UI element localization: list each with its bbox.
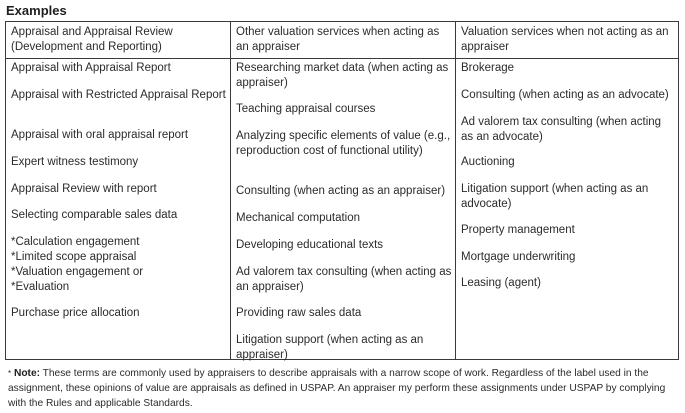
list-item: Providing raw sales data (236, 307, 362, 319)
column-valuation-not-acting (455, 22, 679, 359)
column-header: Other valuation services when acting as an appraiser (236, 26, 440, 53)
list-item: Appraisal with oral appraisal report (11, 129, 189, 141)
column-other-valuation-acting (230, 22, 456, 359)
footnote-label: Note: (13, 368, 40, 379)
footnote-marker: * (8, 369, 12, 378)
footnote-text: These terms are commonly used by appraisers to describe appraisals with a narrow scope of work. Regardless of the label used in the assignment, these opinions of value are appraisals as defined in USPAP. An appraiser my perform these assignments under USPAP by complying with the Rules and applicable Standards. (8, 368, 666, 409)
column-header: Valuation services when not acting as an appraiser (461, 26, 669, 53)
column-header: Appraisal and Appraisal Review (Development and Reporting) (11, 26, 173, 53)
list-item: Litigation support (when acting as an advocate) (461, 183, 649, 210)
list-item: Researching market data (when acting as appraiser) (236, 62, 449, 89)
list-item: Leasing (agent) (461, 277, 541, 289)
examples-table (5, 21, 679, 360)
list-item: Mechanical computation (236, 212, 361, 224)
column-appraisal (6, 22, 230, 359)
list-item: Appraisal Review with report (11, 183, 157, 195)
list-item: Teaching appraisal courses (236, 103, 376, 115)
list-item: Appraisal with Appraisal Report (11, 62, 171, 74)
list-item: Purchase price allocation (11, 307, 140, 319)
list-item: Auctioning (461, 156, 515, 168)
section-title: Examples (6, 3, 67, 18)
list-item: Ad valorem tax consulting (when acting as an appraiser) (236, 266, 452, 293)
list-item: *Calculation engagement *Limited scope appraisal *Valuation engagement or *Evaluation (11, 236, 144, 293)
list-item: Mortgage underwriting (461, 251, 576, 263)
list-item: Analyzing specific elements of value (e.g., reproduction cost of functional utility) (236, 130, 451, 157)
list-item: Appraisal with Restricted Appraisal Report (11, 89, 226, 101)
list-item: Consulting (when acting as an advocate) (461, 89, 669, 101)
list-item: Brokerage (461, 62, 515, 74)
list-item: Expert witness testimony (11, 156, 139, 168)
list-item: Selecting comparable sales data (11, 209, 178, 221)
footnote (8, 366, 678, 411)
list-item: Property management (461, 224, 575, 236)
list-item: Ad valorem tax consulting (when acting as an advocate) (461, 116, 662, 143)
list-item: Consulting (when acting as an appraiser) (236, 185, 446, 197)
list-item: Developing educational texts (236, 239, 384, 251)
list-item: Litigation support (when acting as an appraiser) (236, 334, 424, 361)
